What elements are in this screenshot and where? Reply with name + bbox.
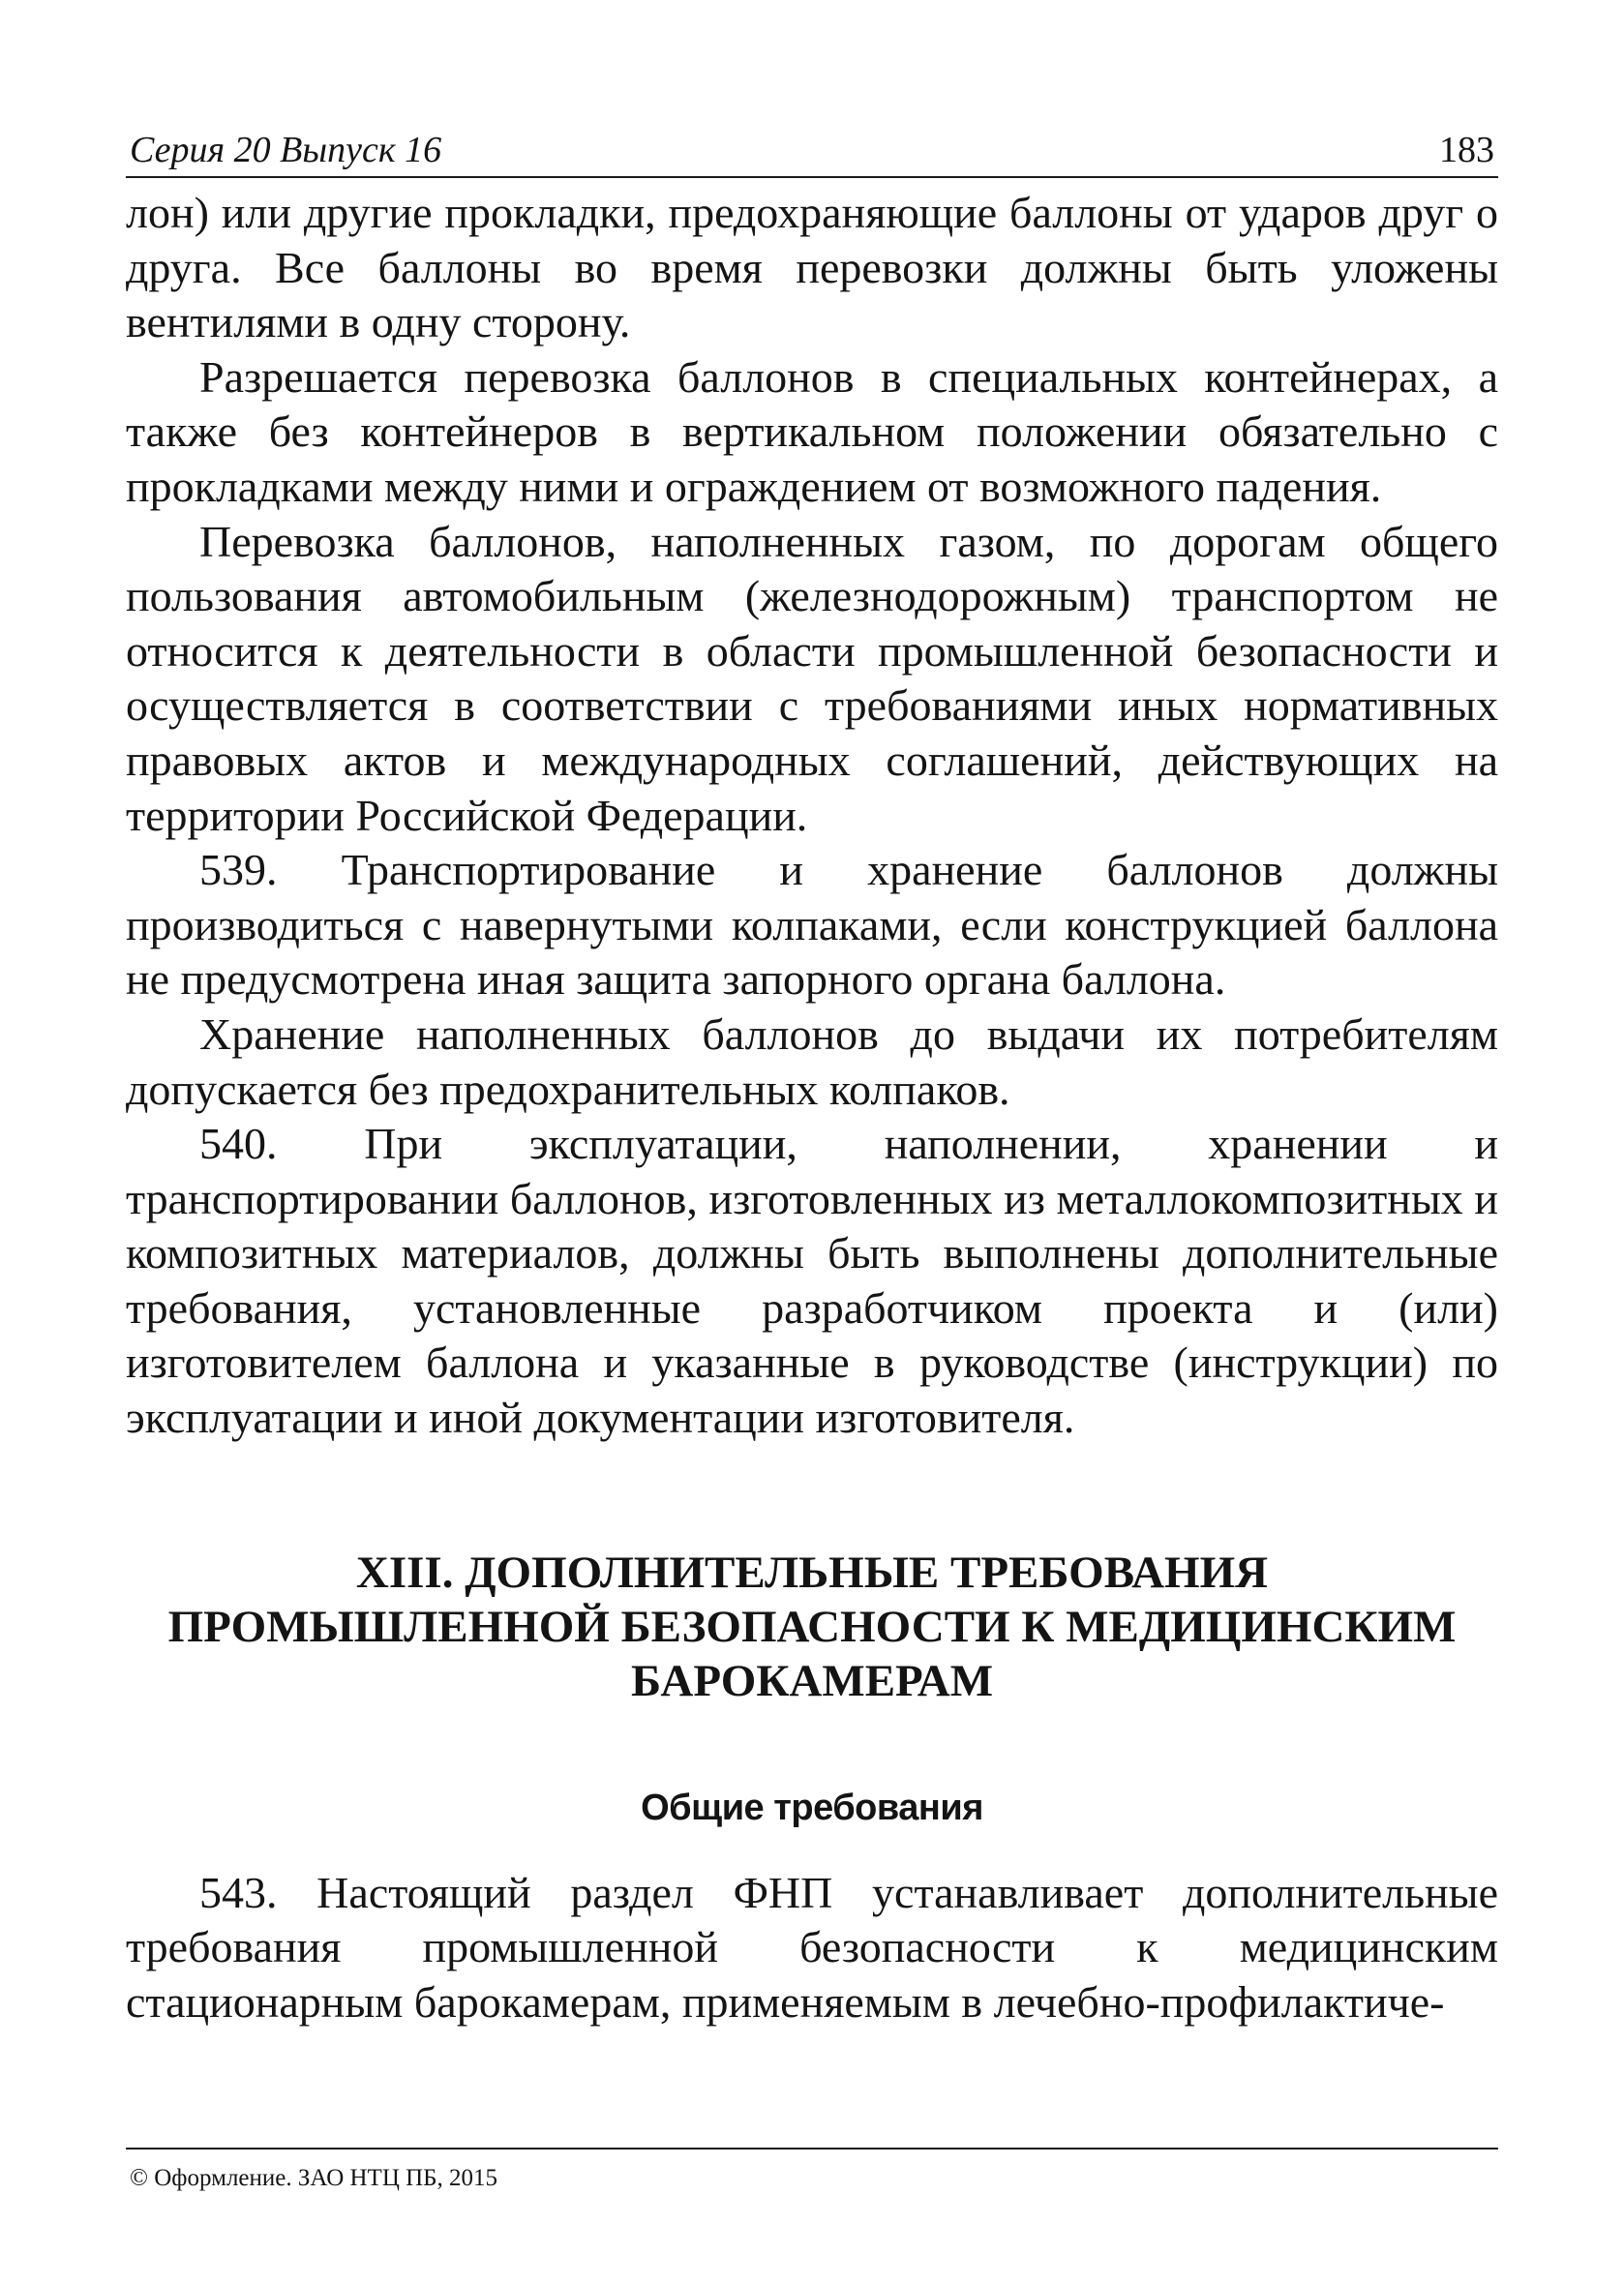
paragraph: Перевозка баллонов, наполненных газом, по дорогам общего пользования автомобильным (железнодорожным) транспортом не относится к деятельности в области промышленной безопасности и осуществляется в соответствии с требованиями иных нормативных правовых актов и международных соглашений, действующих на территории Российской Федерации. <box>126 516 1498 840</box>
body-text-bottom <box>126 1866 1498 2030</box>
running-header <box>126 124 1498 178</box>
section-heading-line: ПРОМЫШЛЕННОЙ БЕЗОПАСНОСТИ К МЕДИЦИНСКИМ <box>167 1601 1457 1652</box>
page-footer <box>126 2148 1498 2194</box>
series-label: Серия 20 Выпуск 16 <box>130 130 442 170</box>
paragraph: лон) или другие прокладки, предохраняющие баллоны от ударов друг о друга. Все баллоны во время перевозки должны быть уложены вентилями в одну сторону. <box>126 188 1498 347</box>
paragraph: Разрешается перевозка баллонов в специальных контейнерах, а также без контейнеров в вертикальном положении обязательно с прокладками между ними и ограждением от возможного падения. <box>126 351 1498 511</box>
paragraph: 539. Транспортирование и хранение баллонов должны производиться с навернутыми колпаками, если конструкцией баллона не предусмотрена иная защита запорного органа баллона. <box>126 845 1498 1005</box>
paragraph: Хранение наполненных баллонов до выдачи их потребителям допускается без предохранительных колпаков. <box>126 1008 1498 1114</box>
paragraph: 543. Настоящий раздел ФНП устанавливает дополнительные требования промышленной безопасности к медицинским стационарным барокамерам, применяемым в лечебно-профилактиче- <box>126 1867 1498 2027</box>
copyright-notice: © Оформление. ЗАО НТЦ ПБ, 2015 <box>130 2165 498 2191</box>
section-heading-line: XIII. ДОПОЛНИТЕЛЬНЫЕ ТРЕБОВАНИЯ <box>355 1547 1269 1598</box>
section-heading-line: БАРОКАМЕРАМ <box>630 1655 994 1706</box>
section-heading <box>126 1546 1498 1708</box>
page-number: 183 <box>1439 130 1494 170</box>
paragraph: 540. При эксплуатации, наполнении, хранении и транспортировании баллонов, изготовленных из металлокомпозитных и композитных материалов, должны быть выполнены дополнительные требования, установленные разработчиком проекта и (или) изготовителем баллона и указанные в руководстве (инструкции) по эксплуатации и иной документации изготовителя. <box>126 1119 1498 1443</box>
document-page <box>126 124 1498 2195</box>
body-text-top <box>126 186 1498 1446</box>
subsection-heading: Общие требования <box>641 1787 983 1828</box>
